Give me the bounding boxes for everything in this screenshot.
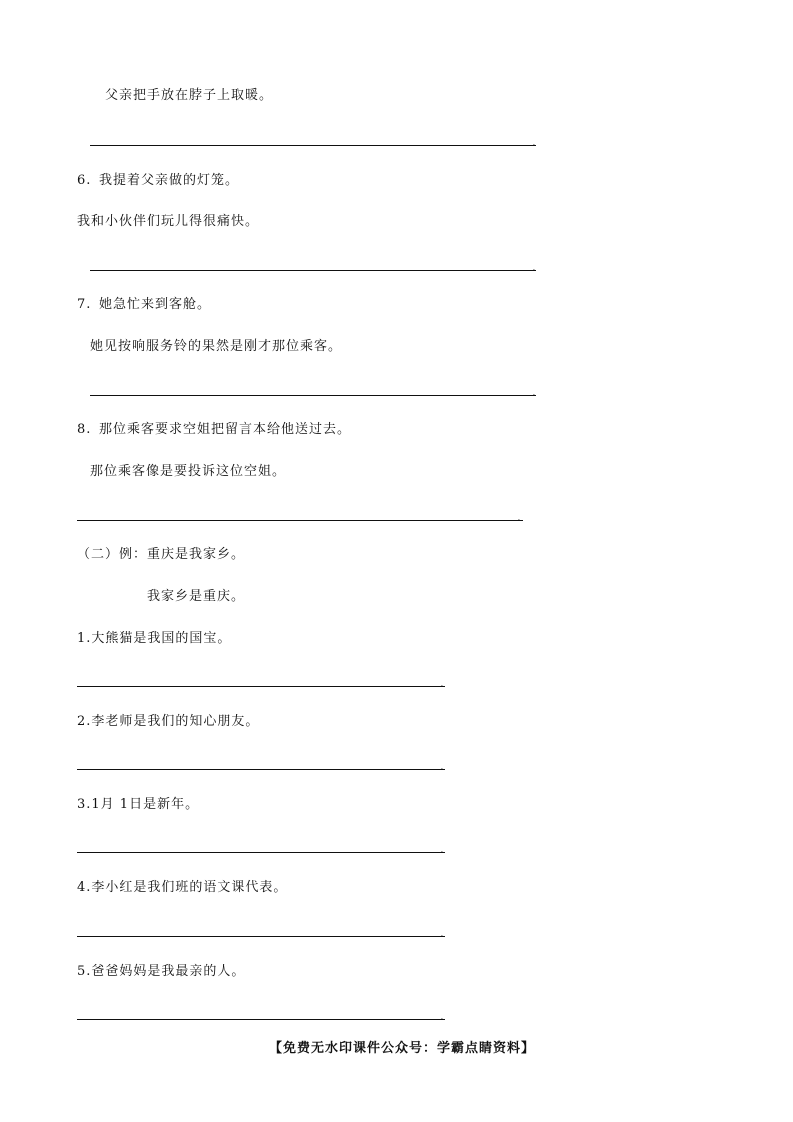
answer-line[interactable] [77, 852, 445, 853]
sentence-line: 她急忙来到客舱。 [99, 297, 212, 312]
end-mark: . [440, 926, 444, 940]
end-mark: . [532, 260, 536, 274]
answer-line[interactable] [90, 270, 536, 271]
answer-line[interactable] [77, 686, 445, 687]
example-answer: 我家乡是重庆。 [147, 589, 246, 604]
end-mark: . [440, 676, 444, 690]
question-number: 6. [77, 173, 92, 188]
exercise-item: 3.1月 1日是新年。 [77, 797, 200, 812]
sentence-line: 那位乘客像是要投诉这位空姐。 [90, 464, 287, 479]
exercise-item: 1.大熊猫是我国的国宝。 [77, 631, 232, 646]
footer-banner: 【免费无水印课件公众号：学霸点睛资料】 [269, 1041, 536, 1056]
answer-line[interactable] [77, 1019, 445, 1020]
sentence-line: 我提着父亲做的灯笼。 [99, 173, 240, 188]
answer-line[interactable] [90, 395, 536, 396]
answer-line[interactable] [90, 145, 536, 146]
question-number: 7. [77, 297, 92, 312]
end-mark: . [532, 385, 536, 399]
sentence-line: 那位乘客要求空姐把留言本给他送过去。 [99, 422, 352, 437]
end-mark: . [440, 759, 444, 773]
answer-line[interactable] [77, 936, 445, 937]
sentence-line: 她见按响服务铃的果然是刚才那位乘客。 [90, 339, 343, 354]
end-mark: . [517, 510, 521, 524]
answer-line[interactable] [77, 520, 523, 521]
end-mark: . [532, 135, 536, 149]
question-number: 8. [77, 422, 92, 437]
exercise-item: 2.李老师是我们的知心朋友。 [77, 714, 260, 729]
exercise-item: 5.爸爸妈妈是我最亲的人。 [77, 964, 246, 979]
answer-line[interactable] [77, 769, 445, 770]
end-mark: . [440, 842, 444, 856]
exercise-item: 4.李小红是我们班的语文课代表。 [77, 880, 288, 895]
example-heading: （二）例：重庆是我家乡。 [77, 547, 246, 562]
end-mark: . [440, 1009, 444, 1023]
sentence-line: 我和小伙伴们玩儿得很痛快。 [77, 214, 260, 229]
sentence-line: 父亲把手放在脖子上取暖。 [105, 88, 274, 103]
